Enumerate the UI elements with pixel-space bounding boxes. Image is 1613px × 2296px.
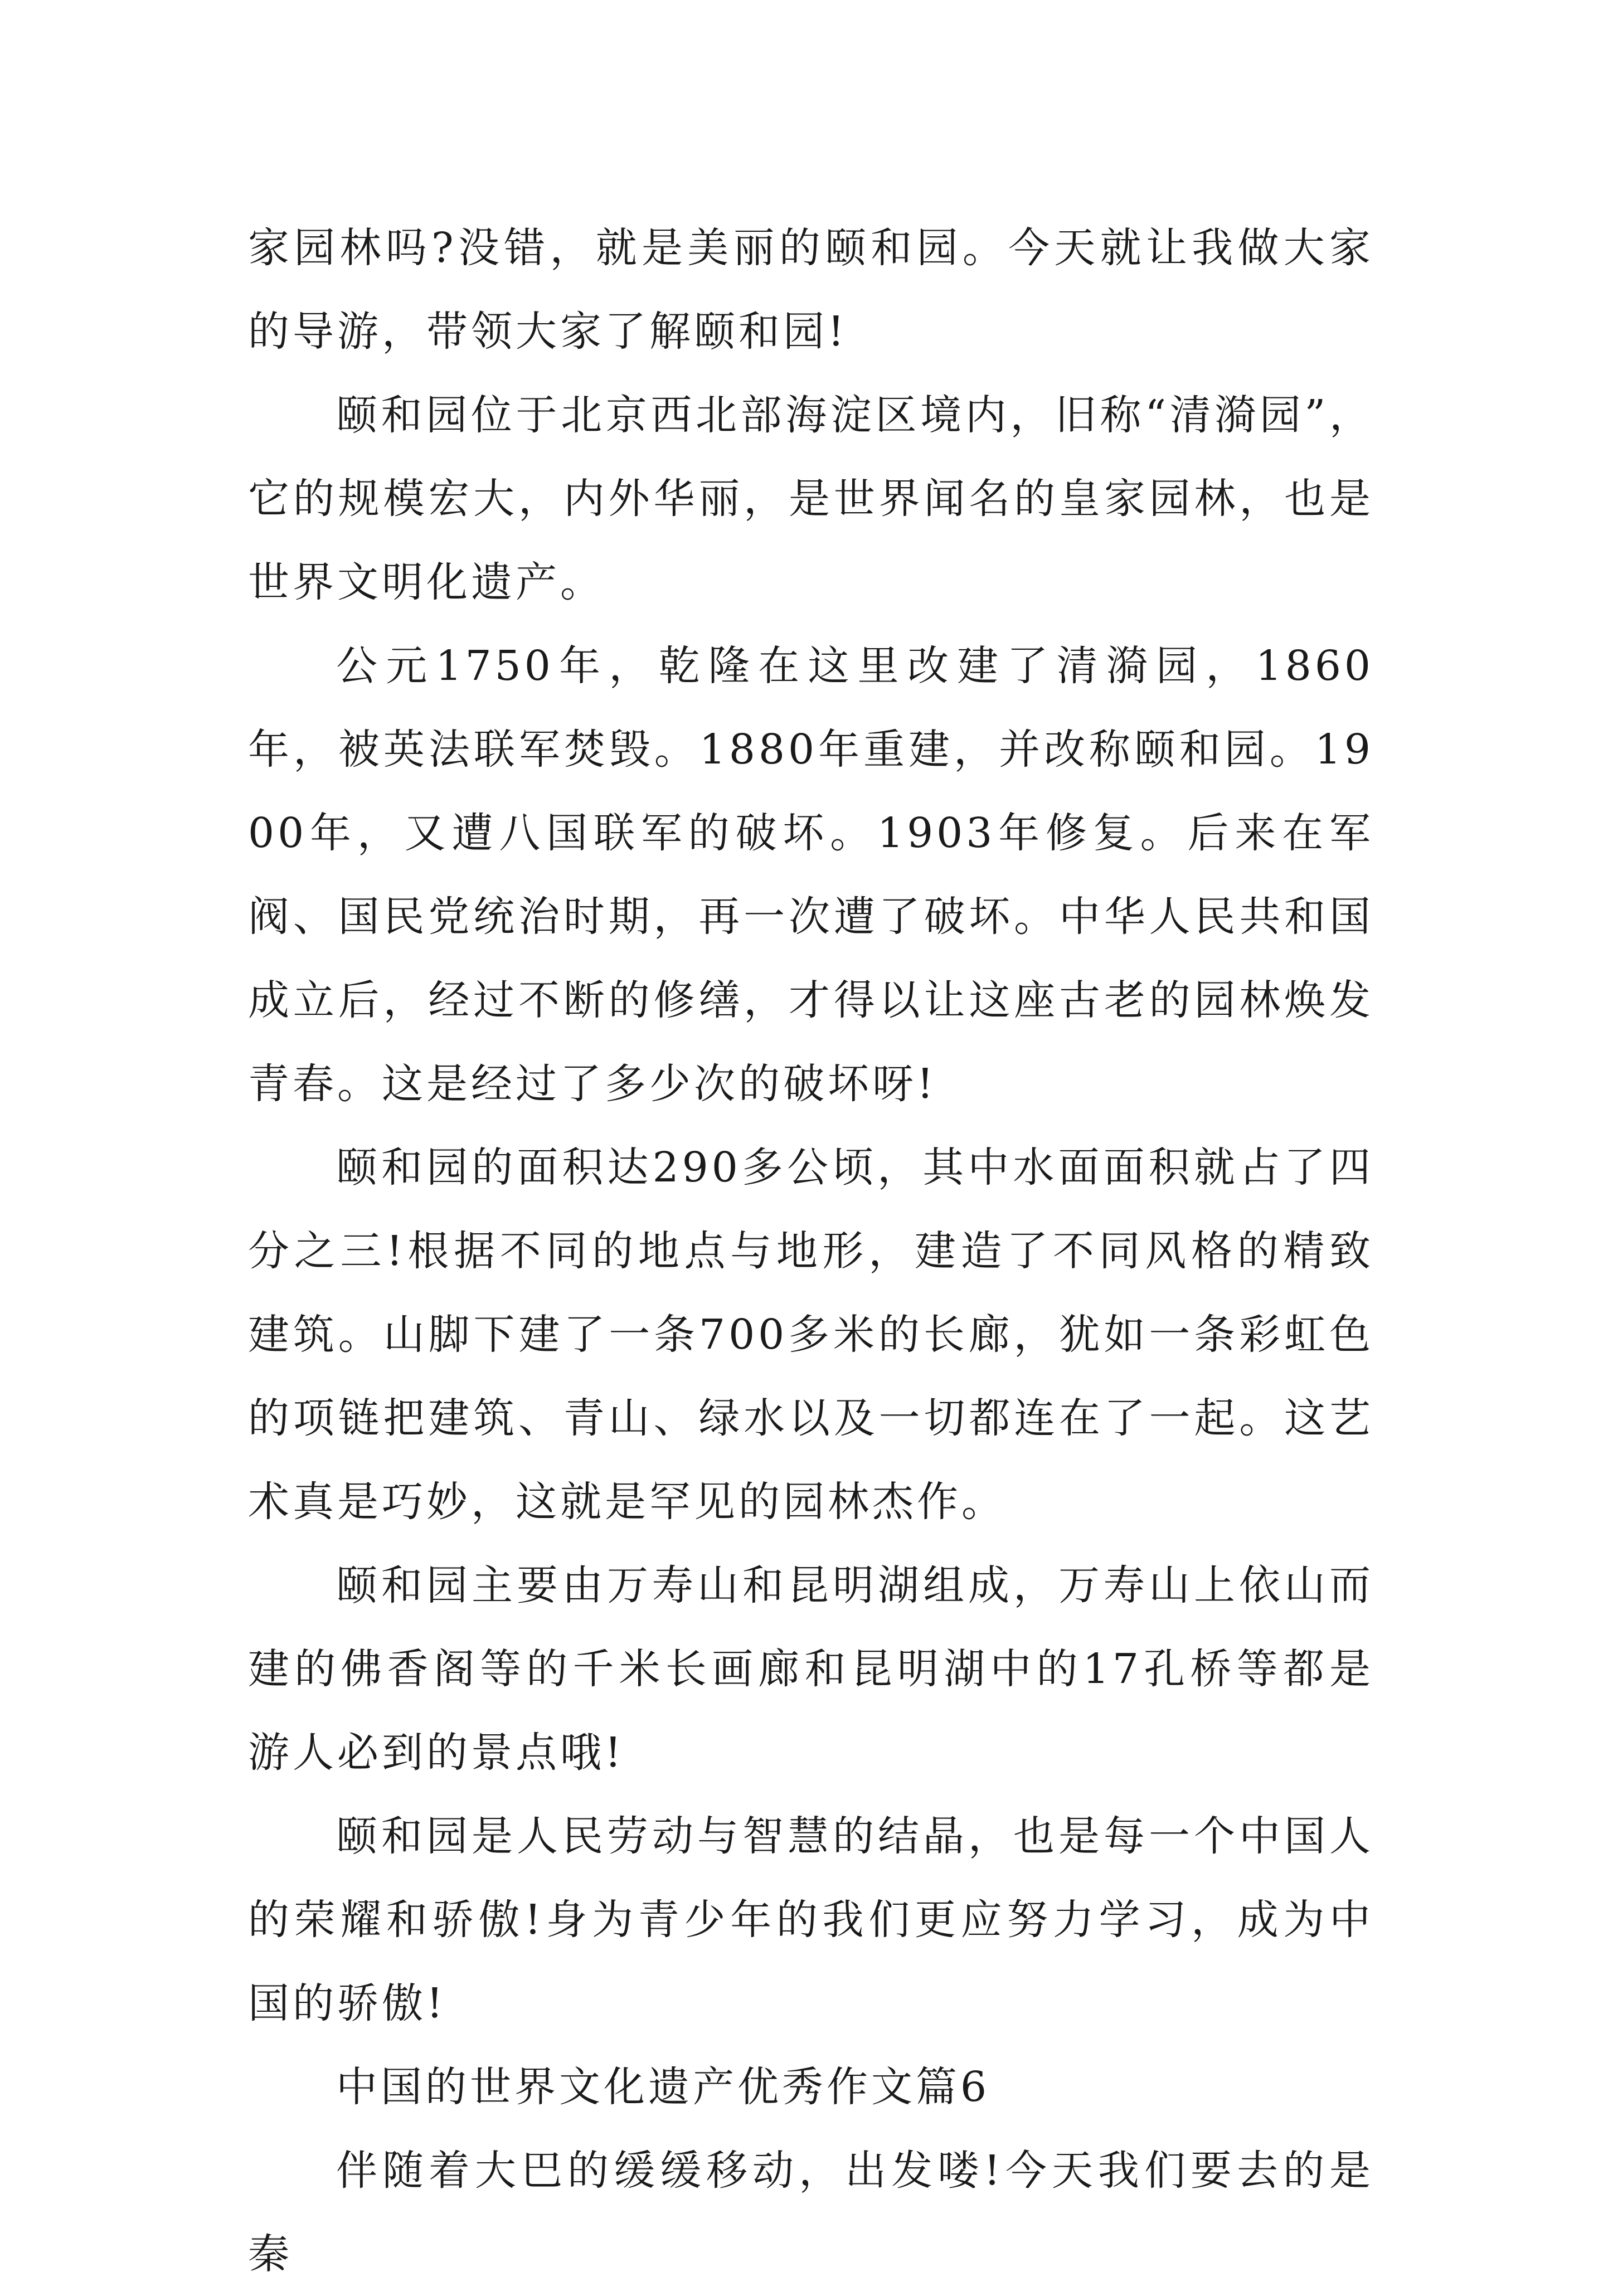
paragraph-next-essay: 伴随着大巴的缓缓移动，出发喽!今天我们要去的是秦 — [248, 2147, 1374, 2278]
paragraph-history: 公元1750年，乾隆在这里改建了清漪园，1860年，被英法联军焚毁。1880年重建，并改称颐和园。1900年，又遭八国联军的破坏。1903年修复。后来在军阀、国民党统治时期，再一次遭了破坏。中华人民共和国成立后，经过不断的修缮，才得以让这座古老的园林焕发青春。这是经过了多少次的破坏呀! — [248, 642, 1374, 1108]
paragraph-continuation: 家园林吗?没错，就是美丽的颐和园。今天就让我做大家的导游，带领大家了解颐和园! — [248, 224, 1374, 356]
paragraph-scenery: 颐和园主要由万寿山和昆明湖组成，万寿山上依山而建的佛香阁等的千米长画廊和昆明湖中的17孔桥等都是游人必到的景点哦! — [248, 1562, 1374, 1777]
section-heading: 中国的世界文化遗产优秀作文篇6 — [336, 2063, 990, 2111]
paragraph-location: 颐和园位于北京西北部海淀区境内，旧称“清漪园”，它的规模宏大，内外华丽，是世界闻名的皇家园林，也是世界文明化遗产。 — [248, 391, 1374, 606]
body-text — [248, 206, 1374, 2296]
paragraph-conclusion: 颐和园是人民劳动与智慧的结晶，也是每一个中国人的荣耀和骄傲!身为青少年的我们更应努力学习，成为中国的骄傲! — [248, 1812, 1374, 2027]
paragraph-area: 颐和园的面积达290多公顷，其中水面面积就占了四分之三!根据不同的地点与地形，建造了不同风格的精致建筑。山脚下建了一条700多米的长廊，犹如一条彩虹色的项链把建筑、青山、绿水以及一切都连在了一起。这艺术真是巧妙，这就是罕见的园林杰作。 — [248, 1144, 1374, 1526]
